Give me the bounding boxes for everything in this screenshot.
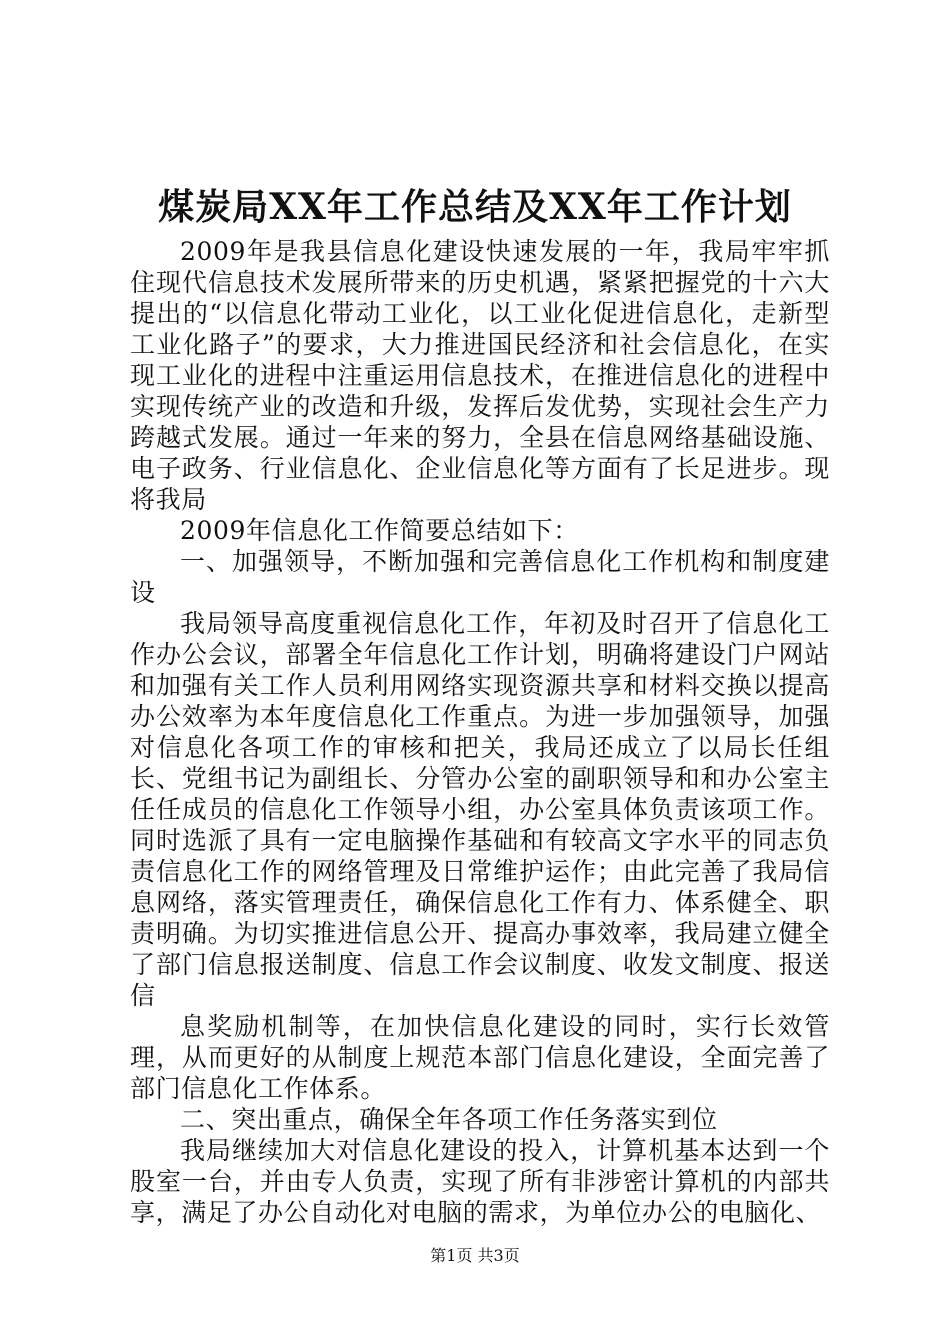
page-footer: 第1页 共3页 <box>430 1246 520 1265</box>
paragraph-section-1: 我局领导高度重视信息化工作，年初及时召开了信息化工作办公会议，部署全年信息化工作计划，明确将建设门户网站和加强有关工作人员利用网络实现资源共享和材料交换以提高办公效率为本年度信息化工作重点。为进一步加强领导，加强对信息化各项工作的审核和把关，我局还成立了以局长任组长、党组书记为副组长、分管办公室的副职领导和和办公室主任任成员的信息化工作领导小组，办公室具体负责该项工作。同时选派了具有一定电脑操作基础和有较高文字水平的同志负责信息化工作的网络管理及日常维护运作；由此完善了我局信息网络，落实管理责任，确保信息化工作有力、体系健全、职责明确。为切实推进信息公开、提高办事效率，我局建立健全了部门信息报送制度、信息工作会议制度、收发文制度、报送信 <box>130 609 830 1010</box>
paragraph-section-2: 我局继续加大对信息化建设的投入，计算机基本达到一个股室一台，并由专人负责，实现了所有非涉密计算机的内部共享，满足了办公自动化对电脑的需求，为单位办公的电脑化、 <box>130 1136 830 1227</box>
paragraph-section-1-cont: 息奖励机制等，在加快信息化建设的同时，实行长效管理，从而更好的从制度上规范本部门信息化建设，全面完善了部门信息化工作体系。 <box>130 1012 830 1103</box>
section-heading-1: 一、加强领导，不断加强和完善信息化工作机构和制度建设 <box>130 547 830 607</box>
section-heading-2: 二、突出重点，确保全年各项工作任务落实到位 <box>180 1105 718 1134</box>
document-title: 煤炭局XX年工作总结及XX年工作计划 <box>158 186 792 228</box>
paragraph-intro: 2009年是我县信息化建设快速发展的一年，我局牢牢抓住现代信息技术发展所带来的历史机遇，紧紧把握党的十六大提出的“以信息化带动工业化，以工业化促进信息化，走新型工业化路子”的要求，大力推进国民经济和社会信息化，在实现工业化的进程中注重运用信息技术，在推进信息化的进程中实现传统产业的改造和升级，发挥后发优势，实现社会生产力跨越式发展。通过一年来的努力，全县在信息网络基础设施、电子政务、行业信息化、企业信息化等方面有了长足进步。现将我局 <box>130 237 830 514</box>
paragraph-summary-lead: 2009年信息化工作简要总结如下： <box>180 516 579 545</box>
document-body <box>130 236 830 1228</box>
